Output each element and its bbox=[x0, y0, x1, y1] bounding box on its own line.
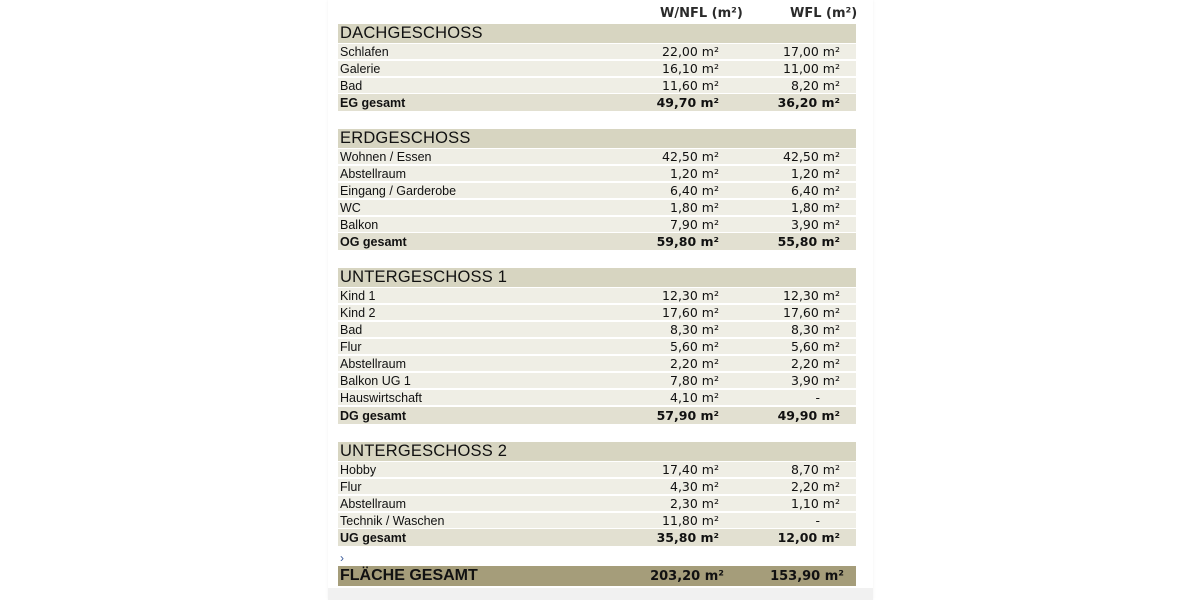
row-value-wnfl: 2,20 m² bbox=[670, 356, 719, 371]
total-value-wfl: 49,90 m² bbox=[777, 408, 840, 423]
row-label: Kind 2 bbox=[340, 305, 376, 320]
page-bottom-strip bbox=[328, 588, 873, 600]
total-value-wfl: 12,00 m² bbox=[777, 530, 840, 545]
row-value-wnfl: 1,80 m² bbox=[670, 200, 719, 215]
chevron-right-icon: › bbox=[340, 551, 344, 565]
row-value-wnfl: 2,30 m² bbox=[670, 496, 719, 511]
table-row bbox=[338, 304, 856, 320]
table-row bbox=[338, 165, 856, 181]
section-header bbox=[338, 24, 856, 43]
row-value-wnfl: 22,00 m² bbox=[662, 44, 719, 59]
row-value-wnfl: 11,60 m² bbox=[662, 78, 719, 93]
table-row bbox=[338, 287, 856, 303]
table-row bbox=[338, 182, 856, 198]
row-label: Technik / Waschen bbox=[340, 513, 445, 528]
total-label: OG gesamt bbox=[340, 234, 407, 249]
grand-total-label: FLÄCHE GESAMT bbox=[340, 567, 478, 584]
row-value-wfl: 11,00 m² bbox=[783, 61, 840, 76]
row-value-wnfl: 8,30 m² bbox=[670, 322, 719, 337]
row-label: Hobby bbox=[340, 462, 377, 477]
total-value-wnfl: 35,80 m² bbox=[656, 530, 719, 545]
row-value-wnfl: 16,10 m² bbox=[662, 61, 719, 76]
column-header-wnfl: W/NFL (m²) bbox=[660, 6, 743, 21]
row-label: Balkon UG 1 bbox=[340, 373, 411, 388]
row-value-wfl: 1,10 m² bbox=[791, 496, 840, 511]
total-value-wnfl: 49,70 m² bbox=[656, 95, 719, 110]
row-label: WC bbox=[340, 200, 361, 215]
section-title: UNTERGESCHOSS 2 bbox=[340, 442, 508, 460]
table-row bbox=[338, 512, 856, 528]
total-value-wnfl: 59,80 m² bbox=[656, 234, 719, 249]
row-value-wnfl: 7,90 m² bbox=[670, 217, 719, 232]
table-row bbox=[338, 372, 856, 388]
row-value-wnfl: 42,50 m² bbox=[662, 149, 719, 164]
row-value-wnfl: 1,20 m² bbox=[670, 166, 719, 181]
row-value-wfl: 5,60 m² bbox=[791, 339, 840, 354]
total-label: EG gesamt bbox=[340, 95, 406, 110]
table-row bbox=[338, 355, 856, 371]
total-value-wfl: 36,20 m² bbox=[777, 95, 840, 110]
row-label: Schlafen bbox=[340, 44, 389, 59]
grand-total-row bbox=[338, 566, 856, 586]
row-value-wfl: 2,20 m² bbox=[791, 356, 840, 371]
grand-total-value-wfl: 153,90 m² bbox=[770, 568, 844, 584]
table-row bbox=[338, 77, 856, 93]
grand-total-value-wnfl: 203,20 m² bbox=[650, 568, 724, 584]
table-row bbox=[338, 389, 856, 405]
row-value-wfl: 42,50 m² bbox=[783, 149, 840, 164]
table-row bbox=[338, 338, 856, 354]
table-row bbox=[338, 461, 856, 477]
total-value-wnfl: 57,90 m² bbox=[656, 408, 719, 423]
table-row bbox=[338, 43, 856, 59]
row-value-wfl: 8,30 m² bbox=[791, 322, 840, 337]
section-header bbox=[338, 442, 856, 461]
table-row bbox=[338, 321, 856, 337]
row-label: Wohnen / Essen bbox=[340, 149, 432, 164]
row-label: Abstellraum bbox=[340, 496, 406, 511]
row-value-wfl: 8,70 m² bbox=[791, 462, 840, 477]
total-label: UG gesamt bbox=[340, 530, 406, 545]
row-value-wnfl: 6,40 m² bbox=[670, 183, 719, 198]
row-value-wnfl: 17,60 m² bbox=[662, 305, 719, 320]
row-label: Hauswirtschaft bbox=[340, 390, 422, 405]
row-label: Eingang / Garderobe bbox=[340, 183, 457, 198]
row-value-wfl: 3,90 m² bbox=[791, 217, 840, 232]
section-title: ERDGESCHOSS bbox=[340, 129, 471, 147]
total-row bbox=[338, 529, 856, 546]
row-value-wfl: 12,30 m² bbox=[783, 288, 840, 303]
section-title: DACHGESCHOSS bbox=[340, 24, 483, 42]
total-row bbox=[338, 94, 856, 111]
row-value-wfl: 3,90 m² bbox=[791, 373, 840, 388]
row-value-wfl: 6,40 m² bbox=[791, 183, 840, 198]
row-value-wfl: - bbox=[815, 513, 820, 528]
row-label: Flur bbox=[340, 339, 362, 354]
section-header bbox=[338, 129, 856, 148]
total-label: DG gesamt bbox=[340, 408, 406, 423]
table-row bbox=[338, 148, 856, 164]
row-label: Bad bbox=[340, 322, 363, 337]
total-row bbox=[338, 407, 856, 424]
row-value-wnfl: 11,80 m² bbox=[662, 513, 719, 528]
row-value-wnfl: 12,30 m² bbox=[662, 288, 719, 303]
row-value-wnfl: 7,80 m² bbox=[670, 373, 719, 388]
row-label: Bad bbox=[340, 78, 363, 93]
row-value-wfl: 8,20 m² bbox=[791, 78, 840, 93]
row-value-wfl: 1,20 m² bbox=[791, 166, 840, 181]
total-value-wfl: 55,80 m² bbox=[777, 234, 840, 249]
row-label: Kind 1 bbox=[340, 288, 376, 303]
table-row bbox=[338, 199, 856, 215]
row-value-wnfl: 5,60 m² bbox=[670, 339, 719, 354]
table-row bbox=[338, 60, 856, 76]
total-row bbox=[338, 233, 856, 250]
row-value-wnfl: 4,30 m² bbox=[670, 479, 719, 494]
section-title: UNTERGESCHOSS 1 bbox=[340, 268, 508, 286]
row-label: Abstellraum bbox=[340, 166, 406, 181]
row-label: Galerie bbox=[340, 61, 381, 76]
row-label: Flur bbox=[340, 479, 362, 494]
column-header-wfl: WFL (m²) bbox=[790, 6, 858, 21]
table-row bbox=[338, 495, 856, 511]
row-value-wfl: 2,20 m² bbox=[791, 479, 840, 494]
section-header bbox=[338, 268, 856, 287]
row-value-wnfl: 17,40 m² bbox=[662, 462, 719, 477]
table-row bbox=[338, 216, 856, 232]
row-value-wfl: 17,00 m² bbox=[783, 44, 840, 59]
row-label: Balkon bbox=[340, 217, 379, 232]
row-value-wfl: - bbox=[815, 390, 820, 405]
row-value-wfl: 1,80 m² bbox=[791, 200, 840, 215]
table-row bbox=[338, 478, 856, 494]
row-value-wfl: 17,60 m² bbox=[783, 305, 840, 320]
row-value-wnfl: 4,10 m² bbox=[670, 390, 719, 405]
row-label: Abstellraum bbox=[340, 356, 406, 371]
